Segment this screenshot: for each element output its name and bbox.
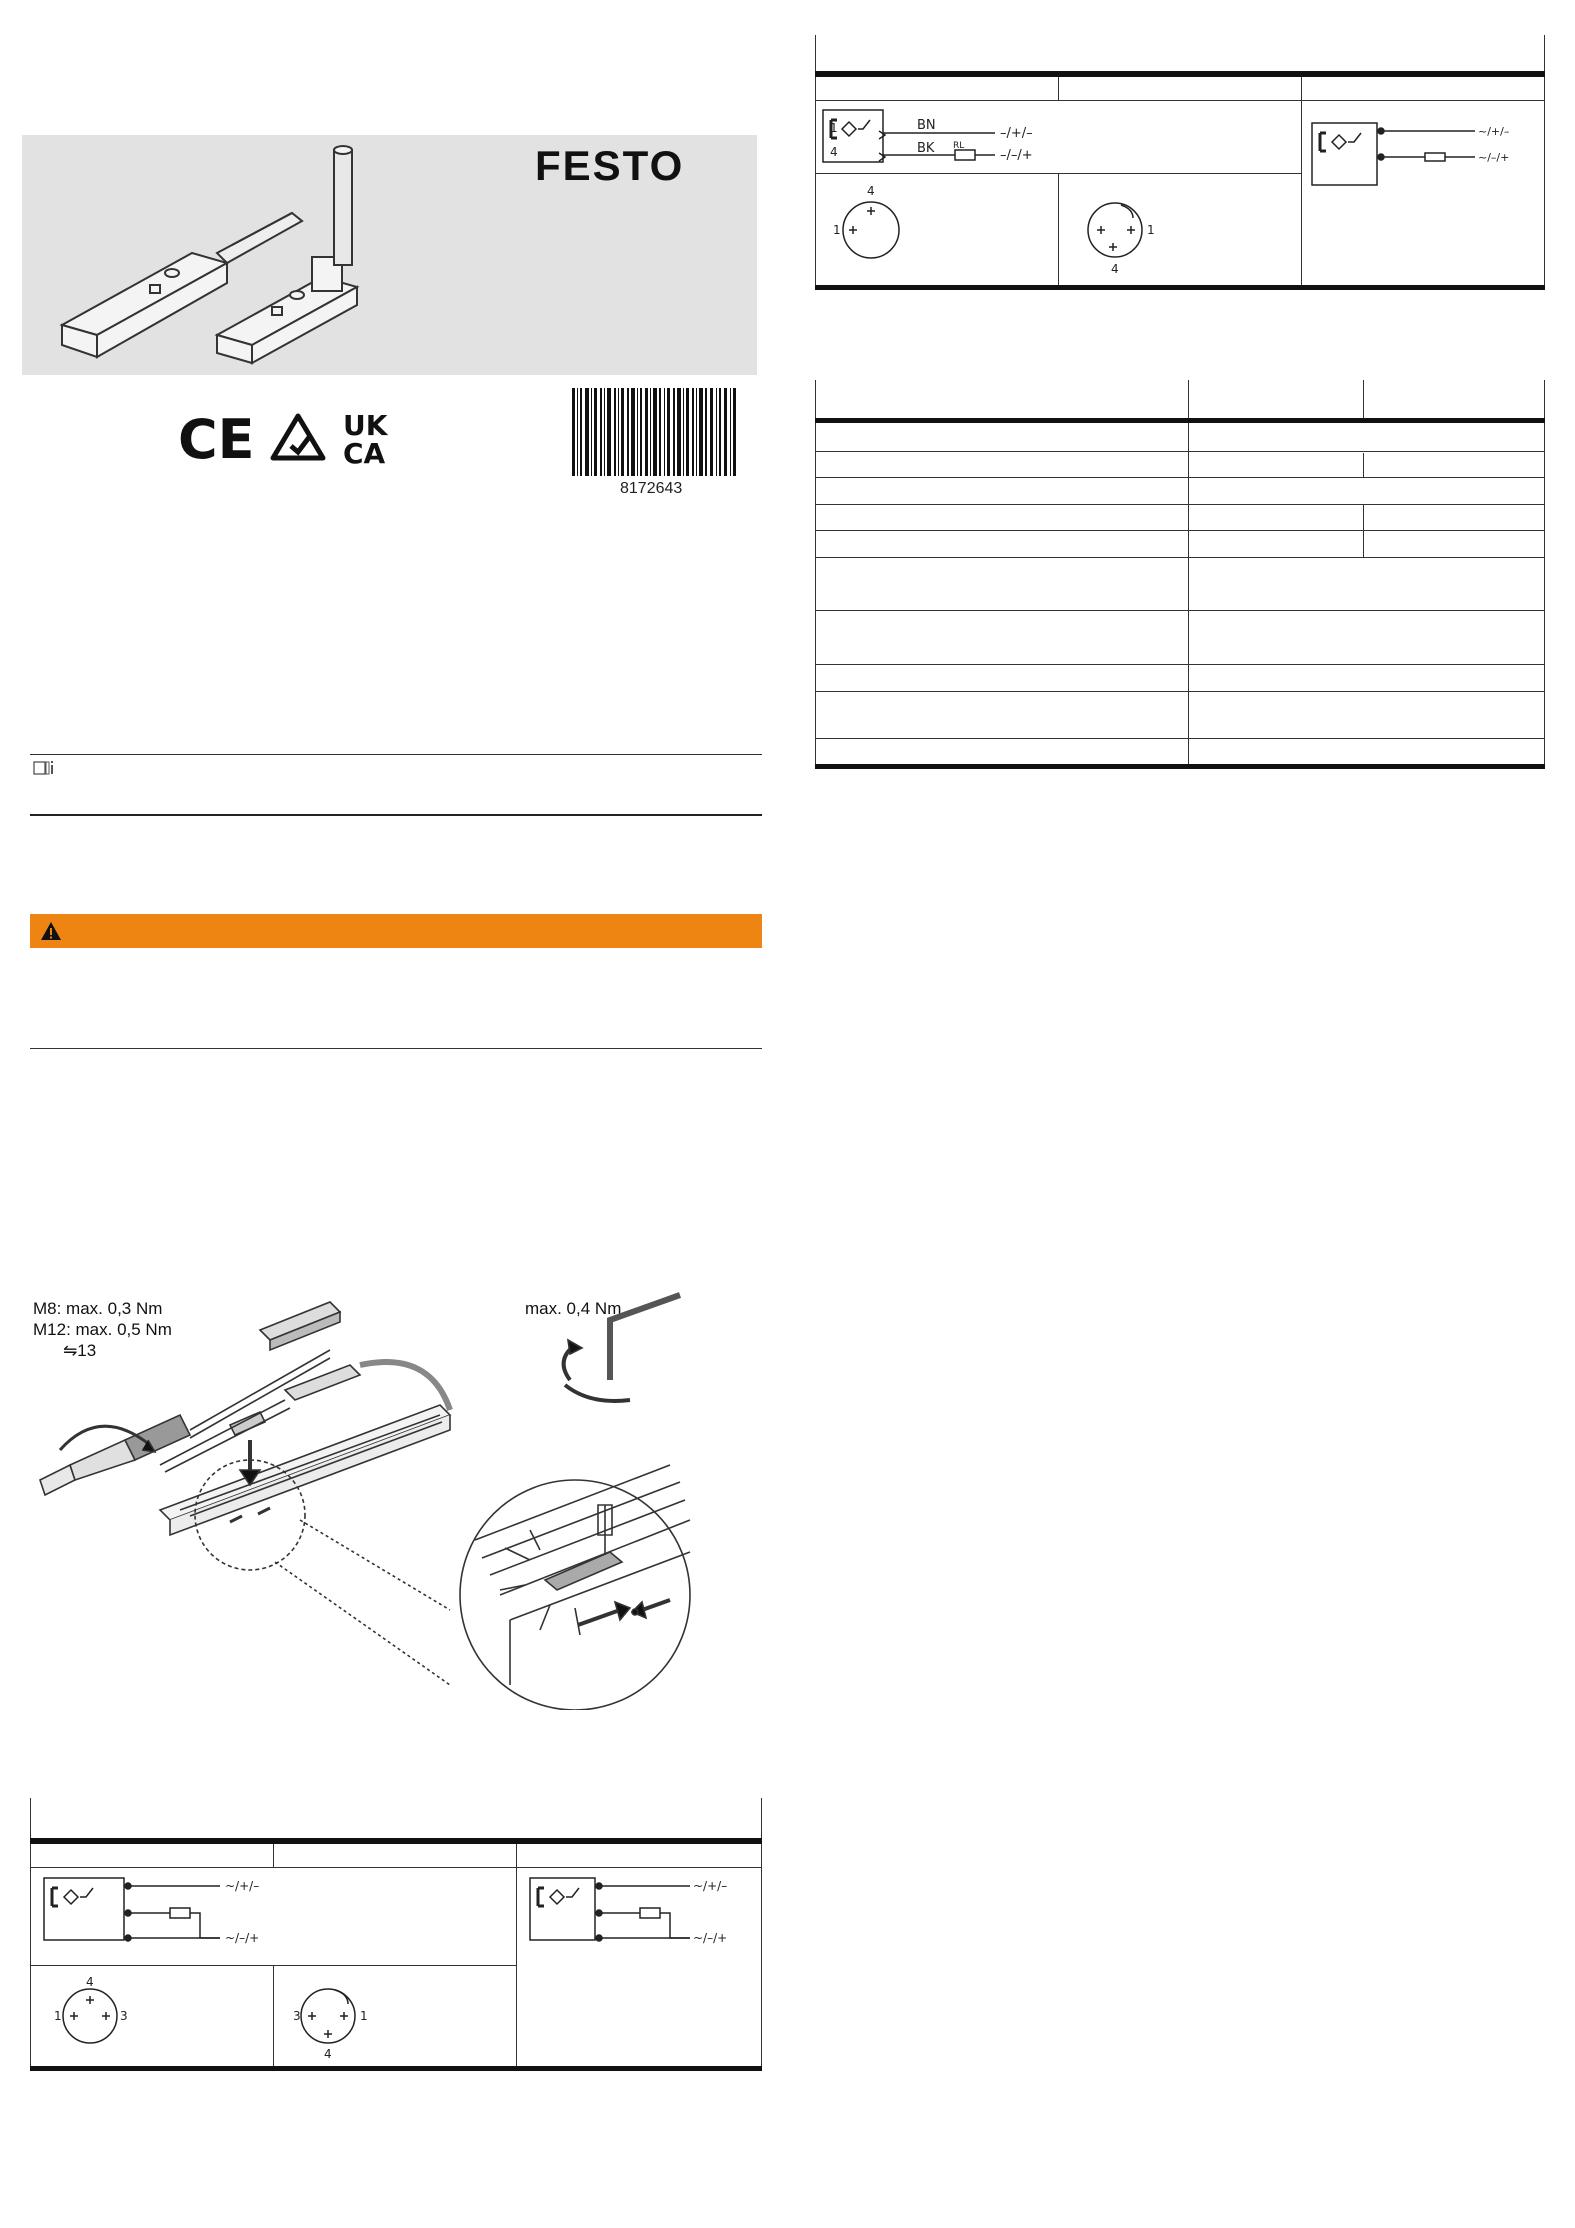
section-rule (30, 754, 762, 755)
table-col-divider (1363, 453, 1364, 478)
torque-m8-label: M8: max. 0,3 Nm (33, 1299, 163, 1318)
manual-book-icon (33, 760, 63, 776)
supply-pos-label: ~/+/– (225, 1879, 260, 1893)
connector-a-pin-right: 3 (120, 2009, 128, 2023)
table-header-rule (815, 418, 1545, 423)
table-col-divider (1188, 380, 1189, 418)
mounting-drawing (30, 1290, 750, 1710)
mounting-illustration (30, 1290, 750, 1710)
connector-b-pin-right: 1 (360, 2009, 368, 2023)
connector-a-pin-left: 1 (833, 223, 841, 237)
table-row (815, 691, 1545, 692)
ukca-mark-bottom: CA (343, 437, 386, 468)
connector-a-pin-top: 4 (867, 184, 875, 198)
wiring-table-bottom (30, 1798, 762, 2074)
technical-data-table (815, 380, 1545, 775)
wire-bk-label: BK (917, 141, 935, 156)
supply-neg-label-right: ~/–/+ (693, 1931, 728, 1945)
section-rule (30, 814, 762, 816)
wire-bn-label: BN (917, 118, 936, 133)
table-row (815, 530, 1545, 531)
supply-ac-neg-label: ~/–/+ (1478, 151, 1510, 164)
table-row (815, 610, 1545, 611)
table-col-divider (1363, 505, 1364, 558)
table-row (815, 477, 1545, 478)
wrench-size-icon: ⇋ (63, 1341, 78, 1360)
connector-b-pin-left: 3 (293, 2009, 301, 2023)
warning-banner (30, 914, 762, 948)
supply-neg-label: ~/–/+ (225, 1931, 260, 1945)
wiring-diagrams-top (815, 35, 1545, 291)
load-label: RL (953, 141, 965, 151)
supply-pos-label: –/+/– (1000, 126, 1033, 141)
barcode-number: 8172643 (620, 480, 683, 497)
connector-a-pin-left: 1 (54, 2009, 62, 2023)
table-bottom-rule (815, 764, 1545, 769)
connector-b-pin-bottom: 4 (324, 2047, 332, 2061)
table-row (815, 664, 1545, 665)
table-border (815, 380, 816, 418)
table-border (1544, 423, 1545, 765)
supply-pos-label-right: ~/+/– (693, 1879, 728, 1893)
ce-mark: CE (178, 408, 255, 468)
torque-screw-label: max. 0,4 Nm (525, 1299, 622, 1318)
pin1-label: 1 (830, 121, 838, 135)
connector-a-pin-top: 4 (86, 1975, 94, 1989)
barcode (570, 388, 740, 478)
rcm-mark-icon (273, 416, 323, 458)
ukca-mark-top: UK (343, 409, 388, 442)
table-border (815, 423, 816, 765)
table-row (815, 504, 1545, 505)
section-rule (30, 1048, 762, 1049)
supply-neg-label: –/–/+ (1000, 148, 1033, 163)
table-border (1544, 380, 1545, 418)
supply-ac-pos-label: ~/+/– (1478, 125, 1510, 138)
torque-m12-label: M12: max. 0,5 Nm (33, 1320, 172, 1339)
pin4-label: 4 (830, 145, 838, 159)
table-col-divider (1188, 423, 1189, 765)
table-row (815, 557, 1545, 558)
table-col-divider (1363, 380, 1364, 418)
table-row (815, 738, 1545, 739)
wiring-diagrams-bottom (30, 1798, 762, 2074)
festo-logo: FESTO (535, 142, 685, 189)
wiring-table-top (815, 35, 1545, 291)
table-row (815, 451, 1545, 452)
connector-b-pin-bottom: 4 (1111, 262, 1119, 276)
wrench-size-value: 13 (77, 1341, 97, 1360)
certification-marks (178, 408, 418, 468)
warning-triangle-icon (34, 914, 68, 948)
connector-b-pin-right: 1 (1147, 223, 1155, 237)
